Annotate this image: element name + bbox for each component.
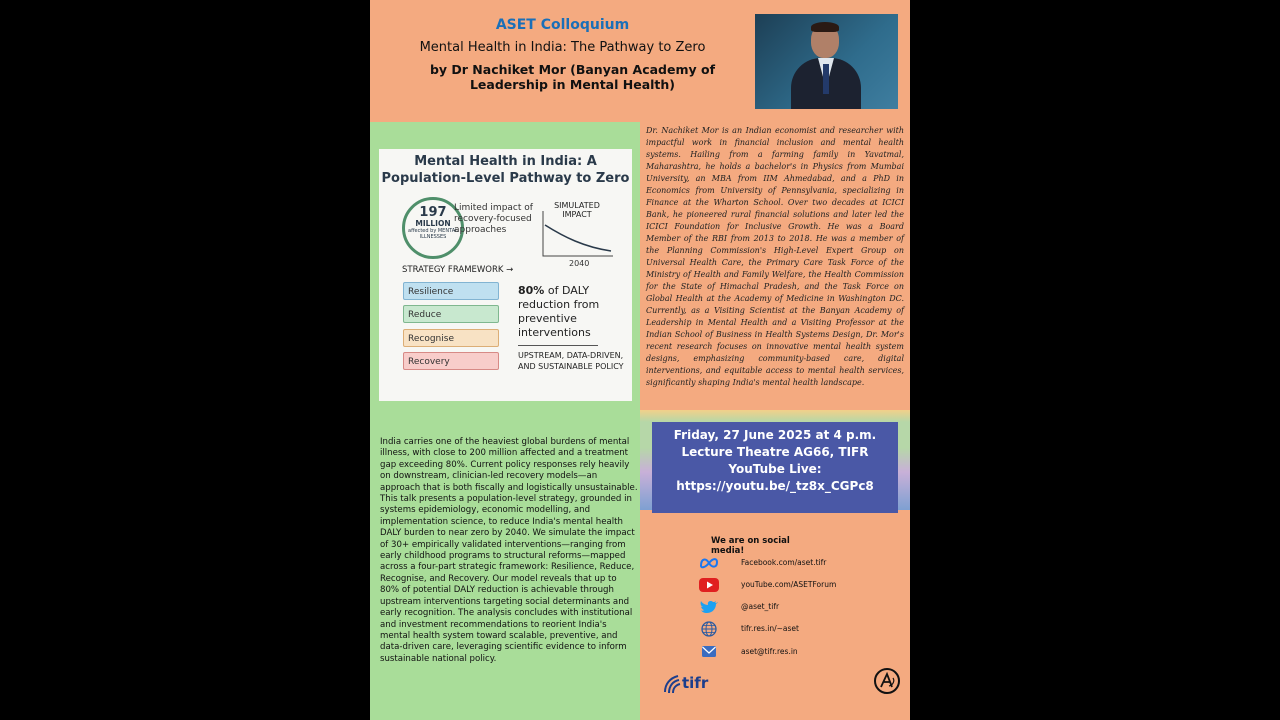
colloquium-poster — [370, 0, 910, 720]
aset-logo-icon — [874, 668, 900, 694]
talk-title: Mental Health in India: The Pathway to Zero — [419, 40, 706, 55]
social-heading: We are on social media! — [711, 536, 790, 556]
daly-text: of DALY reduction from preventive interventions — [518, 284, 600, 339]
email-link[interactable]: aset@tifr.res.in — [741, 647, 798, 656]
limited-impact-text: Limited impact of recovery-focused approaches — [454, 203, 533, 235]
daly-percent: 80% — [518, 284, 545, 297]
strategy-reduce: Reduce — [403, 305, 499, 323]
event-venue: Lecture Theatre AG66, TIFR — [681, 445, 869, 459]
speaker-line: by Dr Nachiket Mor (Banyan Academy of Leadership in Mental Health) — [429, 62, 716, 92]
social-facebook[interactable] — [699, 555, 899, 573]
facebook-link[interactable]: Facebook.com/aset.tifr — [741, 558, 827, 567]
strategy-framework-label: STRATEGY FRAMEWORK → — [402, 265, 514, 275]
twitter-icon — [699, 599, 719, 615]
meta-icon — [699, 555, 719, 571]
strategy-recovery: Recovery — [403, 352, 499, 370]
event-details — [652, 422, 898, 513]
divider — [518, 345, 598, 346]
tifr-emblem-icon — [662, 672, 682, 696]
target-year: 2040 — [569, 259, 590, 268]
globe-icon — [699, 621, 719, 637]
tifr-wordmark: tifr — [682, 674, 709, 692]
tifr-logo — [662, 672, 712, 696]
stream-label: YouTube Live: — [728, 462, 822, 476]
event-date: Friday, 27 June 2025 at 4 p.m. — [673, 428, 877, 442]
youtube-link[interactable]: https://youtu.be/_tz8x_CGPc8 — [676, 479, 874, 493]
speaker-bio: Dr. Nachiket Mor is an Indian economist and researcher with impactful work in financial inclusion and mental health systems. Hailing from a farming family in Yavatmal, Maharashtra, he holds a bachelor's in Physics from Mumbai University, an MBA from IIM Ahmedabad, and a PhD in Economics from University of Pennsylvania, specializing in Finance at the Wharton School. Over two decades at ICICI Bank, he pioneered rural financial solutions and later led the ICICI Foundation for Inclusive Growth. He was a Board Member of the RBI from 2013 to 2018. He was a member of the Planning Commission's High-Level Expert Group on Universal Health Care, the Primary Care Task Force of the Ministry of Health and Family Welfare, the Health Commission for the State of Himachal Pradesh, and the Task Force on Global Health at the Academy of Medicine in Washington DC. Currently, as a Visiting Scientist at the Banyan Academy of Leadership in Mental Health and a Visiting Professor at the Indian School of Business in Health Systems Design, Dr. Mor's recent research focuses on innovative mental health system designs, emphasizing community-based care, digital interventions, and equitable access to mental health services, significantly shaping India's mental health landscape. — [646, 126, 904, 387]
social-website[interactable] — [699, 621, 899, 639]
aset-emblem-icon — [876, 670, 898, 692]
simulated-impact-graph — [539, 201, 615, 259]
infographic-title: Mental Health in India: A Population-Level Pathway to Zero — [381, 154, 630, 186]
speaker-photo — [755, 14, 898, 109]
strategy-resilience: Resilience — [403, 282, 499, 300]
affected-number: 197 — [419, 205, 447, 220]
strategy-recognise: Recognise — [403, 329, 499, 347]
policy-text: UPSTREAM, DATA-DRIVEN, AND SUSTAINABLE POLICY — [518, 351, 624, 371]
affected-unit: MILLION — [415, 219, 451, 228]
talk-abstract: India carries one of the heaviest global burdens of mental illness, with close to 200 million affected and a treatment gap exceeding 80%. Current policy responses rely heavily on downstream, clinician-led recovery models—an approach that is both fiscally and logistically unsustainable. This talk presents a population-level strategy, grounded in systems epidemiology, economic modelling, and implementation science, to reduce India's mental health DALY burden to near zero by 2040. We simulate the impact of 30+ empirically validated interventions—ranging from early childhood programs to structural reforms—mapped across a four-part strategic framework: Resilience, Reduce, Recognise, and Recovery. Our model reveals that up to 80% of potential DALY reduction is achievable through upstream interventions targeting social determinants and early recognition. The analysis concludes with institutional and investment recommendations to reorient India's mental health system toward scalable, preventive, and data-driven care, leveraging scientific evidence to inform sustainable national policy. — [380, 437, 638, 664]
youtube-icon — [699, 577, 719, 593]
decline-curve-icon — [539, 201, 615, 259]
social-email[interactable] — [699, 644, 899, 662]
social-twitter[interactable] — [699, 599, 899, 617]
website-link[interactable]: tifr.res.in/~aset — [741, 624, 799, 633]
youtube-channel-link[interactable]: youTube.com/ASETForum — [741, 580, 837, 589]
daly-statement — [518, 284, 618, 340]
twitter-handle[interactable]: @aset_tifr — [741, 602, 780, 611]
mail-icon — [699, 644, 719, 660]
series-title: ASET Colloquium — [495, 17, 630, 33]
poster-header — [370, 0, 910, 122]
infographic — [379, 149, 632, 401]
social-youtube[interactable] — [699, 577, 899, 595]
affected-caption: affected by MENTAL ILLNESSES — [408, 228, 458, 240]
simulated-impact-label: SIMULATED IMPACT — [554, 201, 600, 219]
